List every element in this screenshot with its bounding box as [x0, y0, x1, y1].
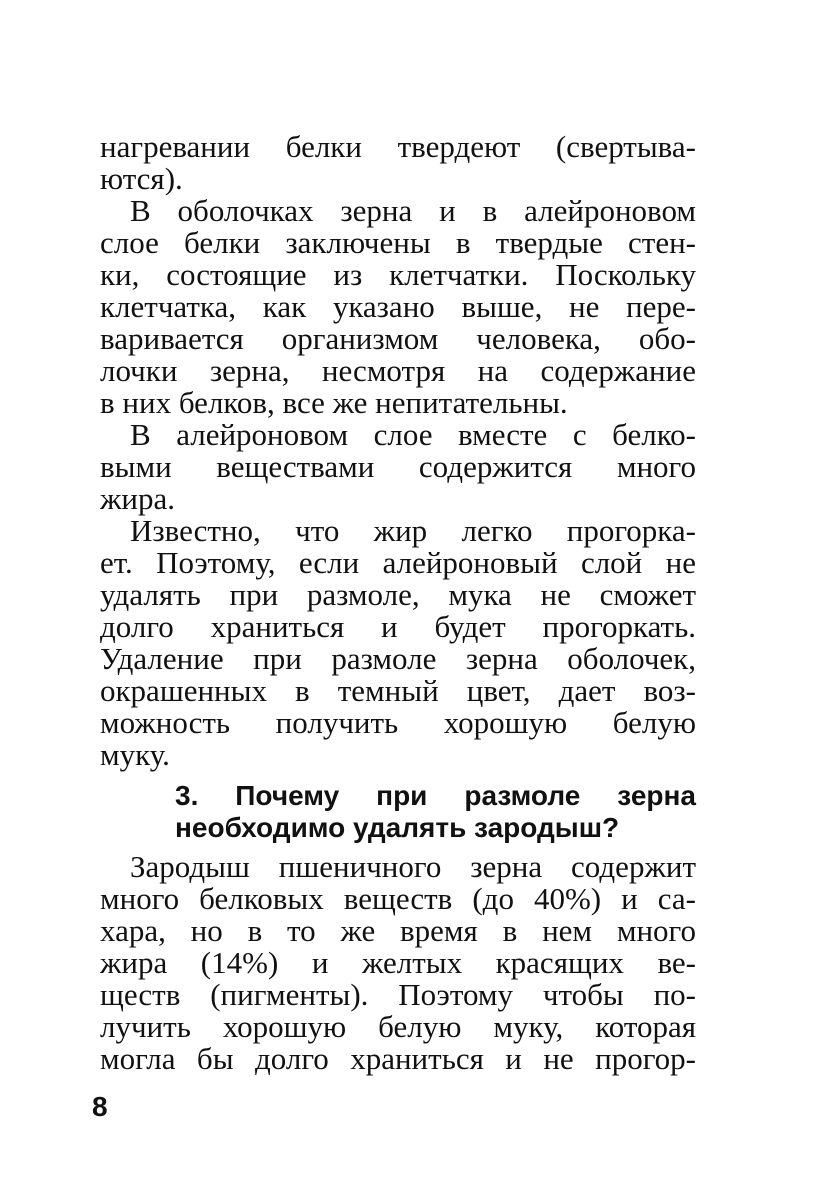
text-line: муку.: [100, 737, 170, 772]
text-line: удалять при размоле, мука не сможет: [100, 577, 696, 612]
text-line: ществ (пигменты). Поэтому чтобы по-: [100, 977, 696, 1012]
text-line: ет. Поэтому, если алейроновый слой не: [100, 545, 696, 580]
text-line: слое белки заключены в твердые стен-: [100, 225, 696, 260]
text-line: Удаление при размоле зерна оболочек,: [100, 641, 696, 676]
text-line: жира (14%) и желтых красящих ве-: [100, 945, 696, 980]
text-line: нагревании белки твердеют (свертыва-: [100, 129, 696, 164]
text-line: выми веществами содержится много: [100, 449, 696, 484]
section-heading-line: необходимо удалять зародыш?: [175, 812, 620, 843]
text-line: ются).: [100, 161, 183, 196]
text-line: много белковых веществ (до 40%) и са-: [100, 881, 696, 916]
text-line: лочки зерна, несмотря на содержание: [100, 353, 696, 388]
text-line: клетчатка, как указано выше, не пере-: [100, 289, 696, 324]
text-line: лучить хорошую белую муку, которая: [100, 1009, 696, 1044]
text-line: В оболочках зерна и в алейроновом: [130, 193, 696, 228]
text-line: могла бы долго храниться и не прогор-: [100, 1041, 696, 1076]
text-line: можность получить хорошую белую: [100, 705, 696, 740]
text-line: ки, состоящие из клетчатки. Поскольку: [100, 257, 696, 292]
text-line: в них белков, все же непитательны.: [100, 385, 568, 420]
page-number: 8: [92, 1091, 108, 1122]
section-heading-line: 3. Почему при размоле зерна: [175, 780, 696, 811]
text-line: хара, но в то же время в нем много: [100, 913, 696, 948]
text-line: Зародыш пшеничного зерна содержит: [130, 849, 696, 884]
text-line: Известно, что жир легко прогорка-: [130, 513, 696, 548]
text-line: долго храниться и будет прогоркать.: [100, 609, 696, 644]
text-line: окрашенных в темный цвет, дает воз-: [100, 673, 696, 708]
text-line: жира.: [100, 481, 176, 516]
text-line: варивается организмом человека, обо-: [100, 321, 696, 356]
text-line: В алейроновом слое вместе с белко-: [130, 417, 696, 452]
